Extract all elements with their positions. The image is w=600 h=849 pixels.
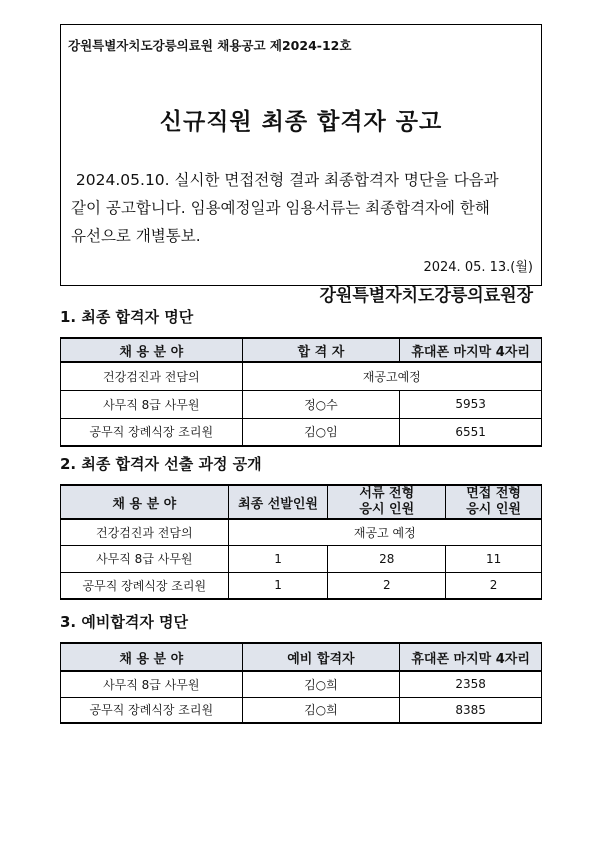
selected-count-cell: 1	[228, 572, 328, 599]
column-header: 채 용 분 야	[61, 338, 243, 362]
field-cell: 사무직 8급 사무원	[61, 671, 243, 697]
table-row	[61, 362, 542, 390]
phone-cell: 5953	[400, 390, 542, 418]
notice-date: 2024. 05. 13.(월)	[423, 260, 533, 275]
notice-body	[71, 166, 533, 250]
field-cell: 건강검진과 전담의	[61, 362, 243, 390]
column-header: 예비 합격자	[242, 643, 400, 671]
notice-number: 강원특별자치도강릉의료원 채용공고 제2024-12호	[68, 38, 352, 53]
notice-title: 신규직원 최종 합격자 공고	[159, 109, 443, 135]
section3-title: 3. 예비합격자 명단	[60, 613, 189, 631]
final-passers-table	[60, 337, 542, 447]
table-row	[61, 697, 542, 723]
field-cell: 사무직 8급 사무원	[61, 545, 229, 572]
table-row	[61, 519, 542, 545]
table-row	[61, 390, 542, 418]
table-row	[61, 671, 542, 697]
document-count-cell: 2	[328, 572, 446, 599]
table-header-row	[61, 643, 542, 671]
selection-process-table	[60, 484, 542, 600]
document-count-cell: 28	[328, 545, 446, 572]
notice-box	[60, 24, 542, 306]
column-header: 채 용 분 야	[61, 643, 243, 671]
column-header: 최종 선발인원	[228, 485, 328, 519]
table-header-row	[61, 338, 542, 362]
column-header: 휴대폰 마지막 4자리	[400, 643, 542, 671]
reserve-passers-table	[60, 642, 542, 724]
field-cell: 공무직 장례식장 조리원	[61, 697, 243, 723]
section2-title: 2. 최종 합격자 선출 과정 공개	[60, 455, 262, 473]
name-cell: 김○희	[242, 697, 400, 723]
section1-title: 1. 최종 합격자 명단	[60, 308, 194, 326]
name-cell: 김○희	[242, 671, 400, 697]
name-cell: 김○임	[242, 418, 400, 446]
field-cell: 공무직 장례식장 조리원	[61, 418, 243, 446]
selected-count-cell: 1	[228, 545, 328, 572]
merged-cell: 재공고 예정	[228, 519, 541, 545]
column-header: 면접 전형 응시 인원	[446, 485, 542, 519]
column-header: 합 격 자	[242, 338, 400, 362]
interview-count-cell: 11	[446, 545, 542, 572]
column-header: 휴대폰 마지막 4자리	[400, 338, 542, 362]
table-header-row	[61, 485, 542, 519]
notice-body-line: 유선으로 개별통보.	[71, 227, 201, 245]
merged-cell: 재공고예정	[242, 362, 541, 390]
field-cell: 건강검진과 전담의	[61, 519, 229, 545]
column-header: 서류 전형 응시 인원	[328, 485, 446, 519]
table-row	[61, 418, 542, 446]
table-row	[61, 545, 542, 572]
notice-body-line: 2024.05.10. 실시한 면접전형 결과 최종합격자 명단을 다음과	[71, 171, 499, 189]
interview-count-cell: 2	[446, 572, 542, 599]
field-cell: 사무직 8급 사무원	[61, 390, 243, 418]
phone-cell: 6551	[400, 418, 542, 446]
name-cell: 정○수	[242, 390, 400, 418]
notice-issuer: 강원특별자치도강릉의료원장	[319, 286, 533, 306]
table-row	[61, 572, 542, 599]
column-header: 채 용 분 야	[61, 485, 229, 519]
field-cell: 공무직 장례식장 조리원	[61, 572, 229, 599]
phone-cell: 2358	[400, 671, 542, 697]
notice-body-line: 같이 공고합니다. 임용예정일과 임용서류는 최종합격자에 한해	[71, 199, 490, 217]
phone-cell: 8385	[400, 697, 542, 723]
